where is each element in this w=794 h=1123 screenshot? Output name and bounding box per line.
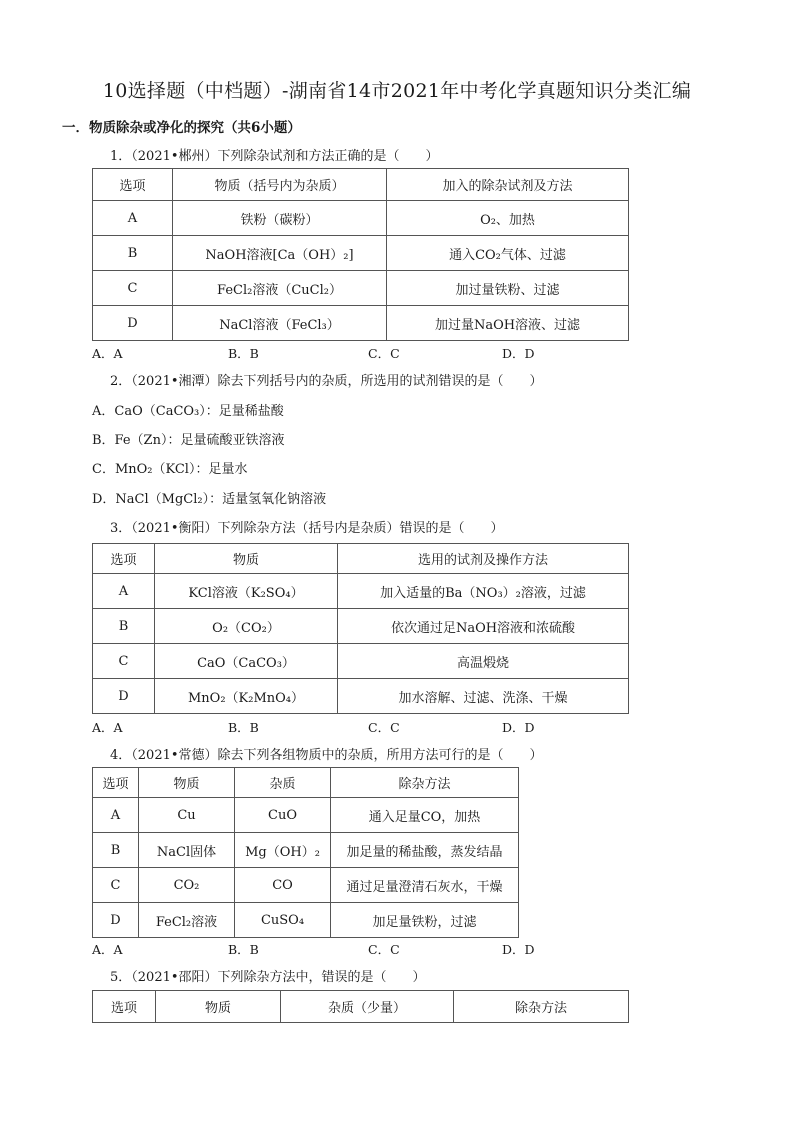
table-cell: 加过量铁粉、过滤 [387,271,629,306]
table-cell: 高温煅烧 [338,644,629,679]
table-header: 选项 [93,169,173,201]
question-2-option-c[interactable]: C．MnO₂（KCl）：足量水 [92,462,248,477]
table-cell: A [93,574,155,609]
table-cell: CO₂ [139,868,235,903]
question-3-stem: 3．（2021•衡阳）下列除杂方法（括号内是杂质）错误的是（ ） [110,521,504,536]
table-header: 加入的除杂试剂及方法 [387,169,629,201]
question-3-table [92,543,629,714]
table-header: 除杂方法 [331,768,519,798]
table-cell: C [93,868,139,903]
table-cell: 加足量铁粉，过滤 [331,903,519,938]
table-header: 物质（括号内为杂质） [173,169,387,201]
answer-choice[interactable]: D．D [502,942,535,957]
table-cell: FeCl₂溶液 [139,903,235,938]
table-header: 物质 [139,768,235,798]
question-4-stem: 4．（2021•常德）除去下列各组物质中的杂质，所用方法可行的是（ ） [110,748,543,763]
table-cell: 通入足量CO，加热 [331,798,519,833]
question-5-stem: 5．（2021•邵阳）下列除杂方法中，错误的是（ ） [110,970,426,985]
answer-choice[interactable]: C．C [368,942,400,957]
table-header: 选项 [93,544,155,574]
table-header: 选用的试剂及操作方法 [338,544,629,574]
answer-choice[interactable]: A．A [92,720,123,735]
table-cell: CO [235,868,331,903]
table-header: 选项 [93,768,139,798]
table-cell: FeCl₂溶液（CuCl₂） [173,271,387,306]
table-cell: C [93,271,173,306]
table-cell: CuO [235,798,331,833]
table-cell: A [93,798,139,833]
question-4-table [92,767,519,938]
table-cell: 铁粉（碳粉） [173,201,387,236]
table-cell: C [93,644,155,679]
answer-choice[interactable]: C．C [368,346,400,361]
answer-choice[interactable]: B．B [228,720,259,735]
table-cell: 依次通过足NaOH溶液和浓硫酸 [338,609,629,644]
answer-choice[interactable]: D．D [502,346,535,361]
table-cell: B [93,833,139,868]
table-header: 物质 [156,991,281,1023]
table-cell: D [93,903,139,938]
table-header: 杂质（少量） [281,991,454,1023]
table-cell: B [93,609,155,644]
table-cell: 通过足量澄清石灰水，干燥 [331,868,519,903]
answer-choice[interactable]: A．A [92,942,123,957]
table-cell: KCl溶液（K₂SO₄） [155,574,338,609]
table-cell: D [93,306,173,341]
question-2-option-a[interactable]: A．CaO（CaCO₃）：足量稀盐酸 [92,404,284,419]
table-cell: B [93,236,173,271]
table-cell: CuSO₄ [235,903,331,938]
table-cell: NaCl固体 [139,833,235,868]
table-cell: MnO₂（K₂MnO₄） [155,679,338,714]
question-2-stem: 2．（2021•湘潭）除去下列括号内的杂质，所选用的试剂错误的是（ ） [110,374,543,389]
table-header: 杂质 [235,768,331,798]
table-header: 物质 [155,544,338,574]
question-5-table [92,990,629,1023]
table-cell: CaO（CaCO₃） [155,644,338,679]
table-cell: D [93,679,155,714]
table-cell: A [93,201,173,236]
section-heading: 一．物质除杂或净化的探究（共6小题） [62,120,301,136]
answer-choice[interactable]: B．B [228,346,259,361]
table-cell: 加过量NaOH溶液、过滤 [387,306,629,341]
table-header: 除杂方法 [454,991,629,1023]
table-header: 选项 [93,991,156,1023]
answer-choice[interactable]: A．A [92,346,123,361]
question-2-option-b[interactable]: B．Fe（Zn）：足量硫酸亚铁溶液 [92,433,285,448]
table-cell: 加足量的稀盐酸，蒸发结晶 [331,833,519,868]
document-title: 10选择题（中档题）-湖南省14市2021年中考化学真题知识分类汇编 [102,80,692,102]
answer-choice[interactable]: B．B [228,942,259,957]
answer-choice[interactable]: C．C [368,720,400,735]
question-1-stem: 1．（2021•郴州）下列除杂试剂和方法正确的是（ ） [110,149,439,164]
table-cell: 加水溶解、过滤、洗涤、干燥 [338,679,629,714]
question-1-table [92,168,629,341]
question-2-option-d[interactable]: D．NaCl（MgCl₂）：适量氢氧化钠溶液 [92,492,327,507]
table-cell: NaCl溶液（FeCl₃） [173,306,387,341]
table-cell: Mg（OH）₂ [235,833,331,868]
table-cell: O₂、加热 [387,201,629,236]
table-cell: O₂（CO₂） [155,609,338,644]
table-cell: Cu [139,798,235,833]
table-cell: 通入CO₂气体、过滤 [387,236,629,271]
table-cell: 加入适量的Ba（NO₃）₂溶液，过滤 [338,574,629,609]
table-cell: NaOH溶液[Ca（OH）₂] [173,236,387,271]
answer-choice[interactable]: D．D [502,720,535,735]
